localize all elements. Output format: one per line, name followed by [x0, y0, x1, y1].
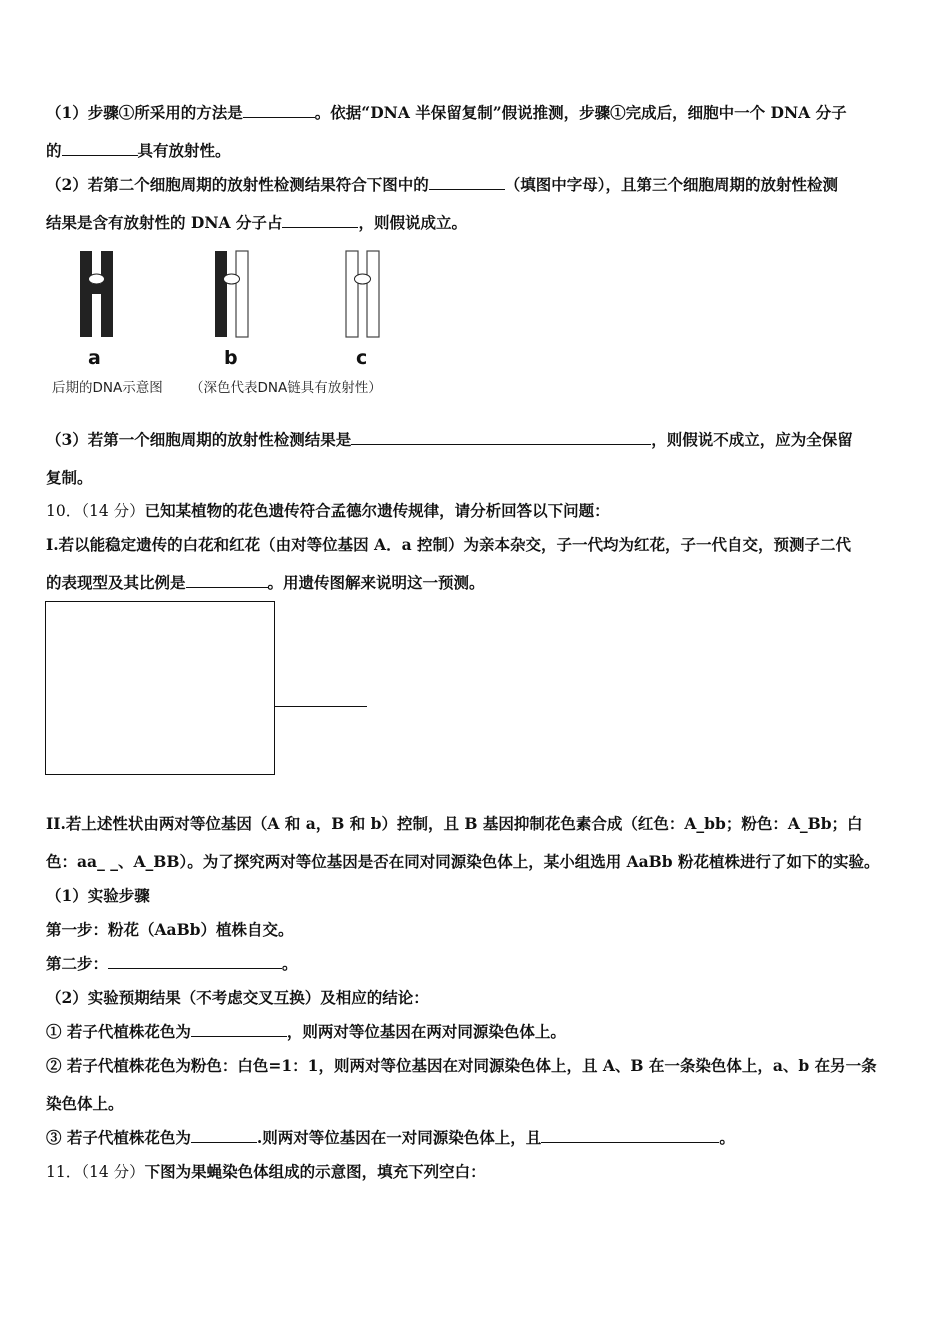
answer-blank[interactable] [429, 175, 505, 190]
q9-part1-line1: （1）步骤①所采用的方法是 。依据“DNA 半保留复制”假说推测，步骤①完成后，细胞中一个 DNA 分子 [46, 103, 847, 122]
answer-line [274, 706, 367, 707]
genetic-diagram-answer-box[interactable] [45, 601, 275, 775]
figure-caption-right: （深色代表DNA链具有放射性） [190, 380, 382, 396]
figure-label-b: b [224, 347, 238, 369]
chromosome-b [215, 251, 248, 337]
q11-header: 11．（14 分）下图为果蝇染色体组成的示意图，填充下列空白： [46, 1162, 486, 1181]
q9-part2-line2: 结果是含有放射性的 DNA 分子占 ，则假说成立。 [46, 213, 467, 232]
q10-step1: 第一步：粉花（AaBb）植株自交。 [46, 920, 294, 939]
answer-blank[interactable] [191, 1128, 257, 1143]
q9-part2-line1: （2）若第二个细胞周期的放射性检测结果符合下图中的 （填图中字母），且第三个细胞周期的放射性检测 [46, 175, 839, 194]
q10-result2-line2: 染色体上。 [46, 1094, 124, 1113]
q10-result2-line1: ② 若子代植株花色为粉色：白色=1：1，则两对等位基因在对同源染色体上，且 A、B 在一条染色体上，a、b 在另一条 [46, 1056, 877, 1075]
answer-blank[interactable] [62, 141, 138, 156]
answer-blank[interactable] [243, 103, 315, 118]
q10-result1: ① 若子代植株花色为 ，则两对等位基因在两对同源染色体上。 [46, 1022, 566, 1041]
q10-header: 10．（14 分）已知某植物的花色遗传符合孟德尔遗传规律，请分析回答以下问题： [46, 501, 610, 520]
q10-I-line2: 的表现型及其比例是 。用遗传图解来说明这一预测。 [46, 573, 485, 592]
answer-blank[interactable] [191, 1022, 287, 1037]
chromosome-a [80, 251, 113, 337]
chromosome-c [346, 251, 379, 337]
q10-section2-title: （2）实验预期结果（不考虑交叉互换）及相应的结论： [46, 988, 429, 1007]
question-number: 11．（14 分） [46, 1163, 145, 1181]
chromosome-figure [70, 248, 390, 343]
q10-result3: ③ 若子代植株花色为 .则两对等位基因在一对同源染色体上，且 。 [46, 1128, 735, 1147]
q10-I-line1: I.若以能稳定遗传的白花和红花（由对等位基因 A．a 控制）为亲本杂交，子一代均为红花，子一代自交，预测子二代 [46, 535, 852, 554]
q9-part1-line2: 的 具有放射性。 [46, 141, 231, 160]
figure-label-a: a [88, 347, 101, 369]
q10-step2: 第二步： 。 [46, 954, 298, 973]
answer-blank[interactable] [541, 1128, 719, 1143]
answer-blank[interactable] [282, 213, 358, 228]
q10-II-line1: II.若上述性状由两对等位基因（A 和 a，B 和 b）控制，且 B 基因抑制花色素合成（红色：A_bb；粉色：A_Bb；白 [46, 814, 863, 833]
answer-blank[interactable] [186, 573, 268, 588]
question-number: 10．（14 分） [46, 502, 145, 520]
answer-blank[interactable] [351, 430, 651, 445]
q9-part3-line2: 复制。 [46, 468, 93, 487]
q10-II-line2: 色：aa_ _、A_BB）。为了探究两对等位基因是否在同对同源染色体上，某小组选用 AaBb 粉花植株进行了如下的实验。 [46, 852, 880, 871]
q10-section1-title: （1）实验步骤 [46, 886, 150, 905]
figure-label-c: c [356, 347, 368, 369]
figure-caption-left: 后期的DNA示意图 [52, 380, 163, 396]
q9-part3-line1: （3）若第一个细胞周期的放射性检测结果是 ，则假说不成立，应为全保留 [46, 430, 853, 449]
answer-blank[interactable] [108, 954, 282, 969]
